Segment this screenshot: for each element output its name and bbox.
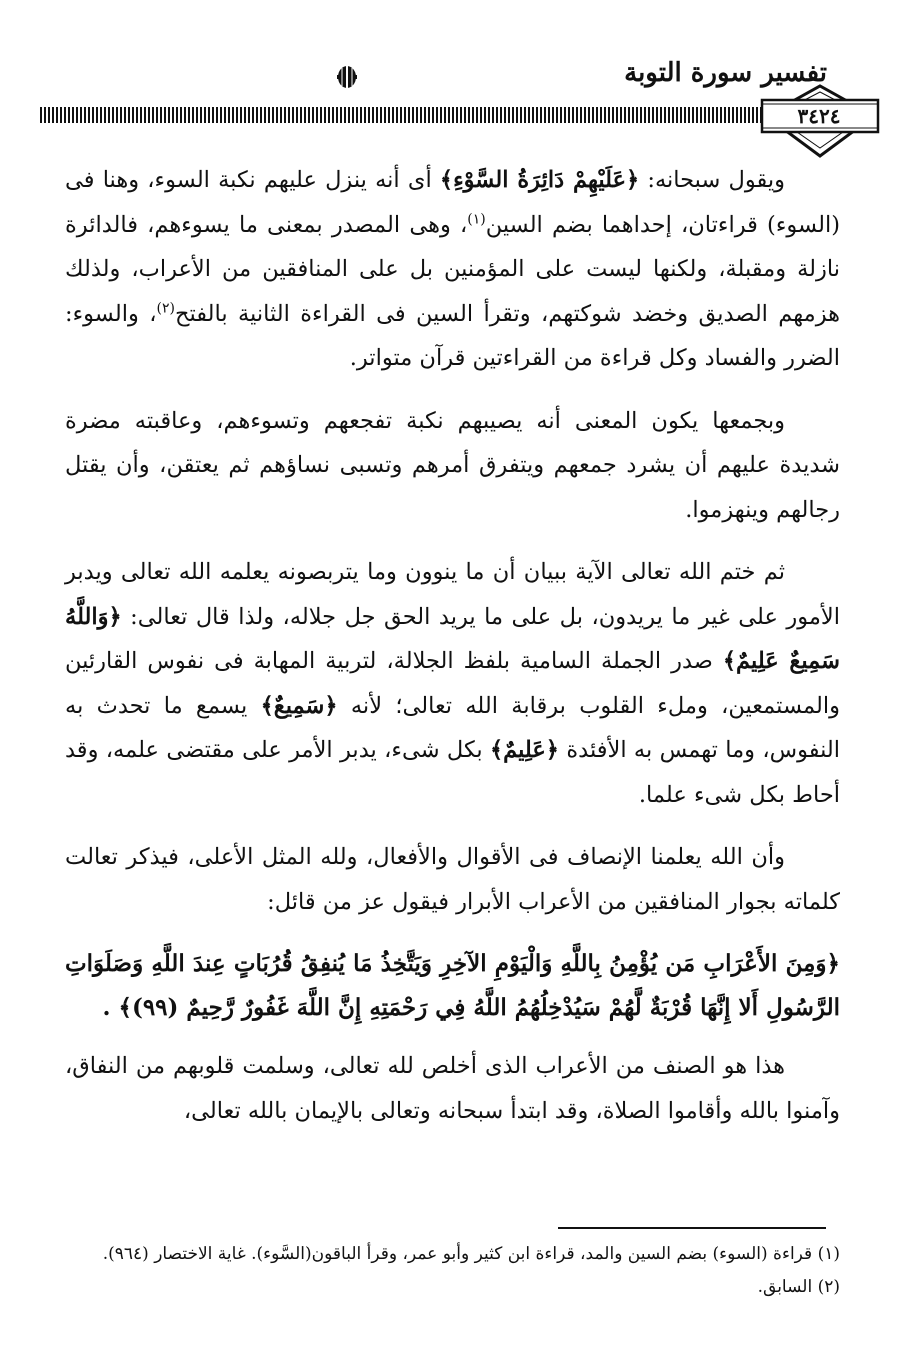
quran-verse-block: ﴿وَمِنَ الأَعْرَابِ مَن يُؤْمِنُ بِاللَّهِ وَالْيَوْمِ الآخِرِ وَيَتَّخِذُ مَا يُنفِقُ قُرُبَاتٍ عِندَ اللَّهِ وَصَلَوَاتِ الرَّسُولِ أَلا إِنَّهَا قُرْبَةٌ لَّهُمْ سَيُدْخِلُهُمُ اللَّهُ فِي رَحْمَتِهِ إِنَّ اللَّهَ غَفُورٌ رَّحِيمٌ (٩٩)﴾ . (65, 950, 840, 1021)
footnote-ref-1: (١) (467, 211, 486, 227)
header-rule (40, 107, 762, 123)
quran-quote: ﴿وَاللَّهُ سَمِيعٌ عَلِيمٌ﴾ (65, 603, 840, 674)
ornament-icon (332, 62, 362, 92)
paragraph-5: هذا هو الصنف من الأعراب الذى أخلص لله تعالى، وسلمت قلوبهم من النفاق، وآمنوا بالله وأقاموا الصلاة، وقد ابتدأ سبحانه وتعالى بالإيمان بالله تعالى، (65, 1053, 840, 1124)
paragraph-1: ويقول سبحانه: ﴿عَلَيْهِمْ دَائِرَةُ السَّوْءِ﴾ أى أنه ينزل عليهم نكبة السوء، وهنا فى (السوء) قراءتان، إحداهما بضم السين$^{(١)}$، وهى المصدر بمعنى ما يسوءهم، فالدائرة نازلة ومقبلة، ولكنها ليست على المؤمنين بل على المنافقين من الأعراب، ولذلك هزمهم الصديق وخضد شوكتهم، وتقرأ السين فى القراءة الثانية بالفتح$^{(٢)}$، والسوء: الضرر والفساد وكل قراءة من القراءتين قرآن متواتر. (65, 167, 840, 371)
paragraph-2: وبجمعها يكون المعنى أنه يصيبهم نكبة تفجعهم وتسوءهم، وعاقبته مضرة شديدة عليهم أن يشرد جمعهم ويتفرق أمرهم وتسبى نساؤهم ثم يعتقن، وأن يقتل رجالهم وينهزموا. (65, 407, 840, 523)
running-title: تفسير سورة التوبة (624, 58, 827, 88)
footnotes (65, 1238, 840, 1304)
quran-quote: ﴿عَلَيْهِمْ دَائِرَةُ السَّوْءِ﴾ (439, 167, 640, 193)
quran-quote: ﴿عَلِيمٌ﴾ (489, 737, 559, 763)
quran-quote: ﴿سَمِيعٌ﴾ (260, 692, 338, 719)
footnote-2: (٢) السابق. (757, 1277, 840, 1297)
paragraph-4: وأن الله يعلمنا الإنصاف فى الأقوال والأفعال، ولله المثل الأعلى، فيذكر تعالت كلماته بجوار المنافقين من الأعراب الأبرار فيقول عز من قائل: (65, 844, 840, 915)
paragraph-3: ثم ختم الله تعالى الآية ببيان أن ما ينوون وما يتربصونه يعلمه الله تعالى ويدبر الأمور على غير ما يريدون، بل على ما يريد الحق جل جلاله، ولذا قال تعالى: ﴿وَاللَّهُ سَمِيعٌ عَلِيمٌ﴾ صدر الجملة السامية بلفظ الجلالة، لتربية المهابة فى نفوس القارئين والمستمعين، وملء القلوب برقابة الله تعالى؛ لأنه ﴿سَمِيعٌ﴾ يسمع ما تحدث به النفوس، وما تهمس به الأفئدة ﴿عَلِيمٌ﴾ بكل شىء، يدبر الأمر على مقتضى علمه، وقد أحاط بكل شىء علما. (65, 559, 840, 808)
footnote-1: (١) قراءة (السوء) بضم السين والمد، قراءة ابن كثير وأبو عمر، وقرأ الباقون(السَّوء). غاية الاختصار (٩٦٤). (102, 1244, 840, 1264)
footnote-ref-2: (٢) (156, 300, 175, 316)
page-header (0, 0, 917, 170)
page-number: ٣٤٢٤ (797, 104, 841, 128)
main-text (65, 158, 840, 1151)
footnote-divider (558, 1227, 826, 1229)
